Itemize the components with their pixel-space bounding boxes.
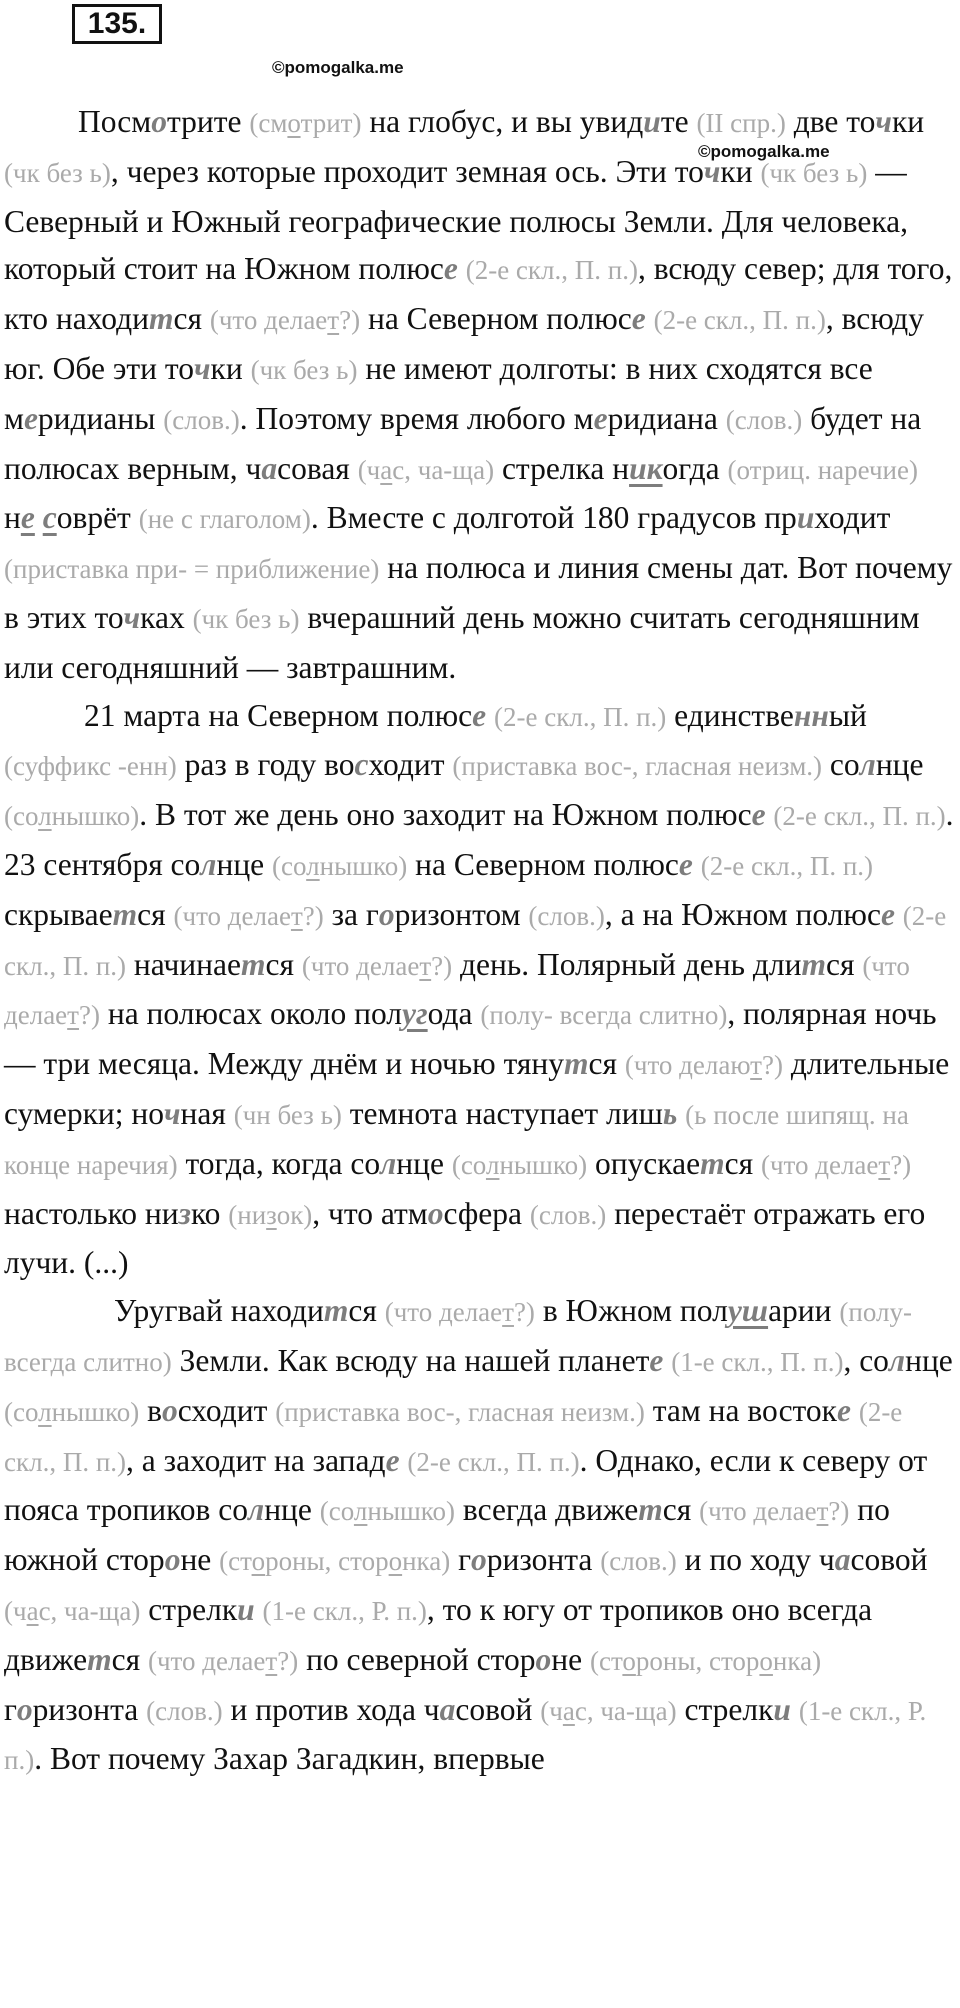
grammar-note: (слов.) [529,1199,607,1230]
grammar-note: (полу- всегда слитно) [480,1000,728,1031]
highlighted-letter: л [888,1342,906,1378]
highlighted-letter: и [773,1691,791,1727]
grammar-note: (приставка вос-, гласная неизм.) [275,1396,645,1427]
grammar-note: (солнышко) [4,1396,140,1427]
grammar-note: (ь после шипящ. на конце наречия) [4,1099,909,1180]
grammar-note: (2-е скл., П. п.) [407,1446,580,1477]
highlighted-letter: з [178,1195,191,1231]
highlighted-letter: е [649,1342,664,1378]
grammar-note: (смотрит) [249,108,362,138]
grammar-note: (слов.) [528,900,605,931]
highlighted-letter: т [638,1492,663,1528]
highlighted-letter: ч [123,599,141,635]
grammar-note: (что делает?) [760,1149,912,1180]
watermark: ©pomogalka.me [272,58,404,77]
grammar-note: (час, ча-ща) [540,1695,677,1726]
grammar-note: (час, ча-ща) [357,454,495,485]
grammar-note: (слов.) [163,404,240,435]
highlighted-letters: с [42,500,57,536]
exercise-text [4,98,956,1785]
highlighted-letter: о [427,1195,444,1231]
grammar-note: (солнышко) [272,850,408,881]
highlighted-letter: л [248,1492,265,1528]
grammar-note: (что делает?) [301,950,453,981]
highlighted-letter: т [700,1145,725,1181]
grammar-note: (1-е скл., Р. п.) [4,1695,927,1776]
grammar-note: (чн без ь) [233,1099,342,1130]
highlighted-letter: о [378,896,395,932]
highlighted-letter: т [323,1293,349,1329]
highlighted-letter: т [564,1046,589,1082]
grammar-note: (что делают?) [624,1050,783,1081]
highlighted-letter: ч [163,1095,181,1131]
highlighted-letter: о [471,1542,487,1578]
highlighted-letter: е [593,400,608,436]
grammar-note: (слов.) [725,404,803,435]
highlighted-letter: о [535,1641,552,1677]
grammar-note: (низок) [228,1199,313,1230]
grammar-note: (солнышко) [319,1496,456,1527]
highlighted-letter: е [751,797,766,833]
highlighted-letter: т [112,896,138,932]
highlighted-letter: е [836,1392,851,1428]
grammar-note: (что делает?) [699,1496,850,1527]
highlighted-letters: уш [727,1293,769,1329]
grammar-note: (2-е скл., П. п.) [4,1396,903,1477]
highlighted-letter: о [161,1392,178,1428]
highlighted-letter: ч [703,153,721,189]
grammar-note: (не с глаголом) [138,504,311,535]
grammar-note: (чк без ь) [192,603,300,634]
highlighted-letter: и [237,1591,255,1627]
grammar-note: (2-е скл., П. п.) [653,305,826,336]
grammar-note: (полу- всегда слитно) [4,1297,912,1377]
highlighted-letter: ч [875,104,892,139]
grammar-note: (час, ча-ща) [4,1595,141,1626]
grammar-note: (отриц. наречие) [727,454,918,485]
highlighted-letter: а [439,1691,456,1727]
highlighted-letter: е [385,1442,400,1478]
grammar-note: (2-е скл., П. п.) [700,850,874,881]
grammar-note: (1-е скл., П. п.) [671,1346,844,1377]
highlighted-letter: о [151,104,167,139]
highlighted-letter: о [16,1691,33,1727]
grammar-note: (чк без ь) [4,157,111,188]
highlighted-letter: т [148,301,174,337]
highlighted-letter: е [472,697,487,733]
grammar-note: (приставка вос-, гласная неизм.) [452,751,823,782]
grammar-note: (что делает?) [384,1297,535,1328]
highlighted-letters: е [20,500,35,536]
highlighted-letter: т [801,946,826,982]
highlighted-letter: а [834,1542,851,1578]
highlighted-letter: е [23,400,38,436]
highlighted-letter: е [631,301,646,337]
highlighted-letter: о [164,1542,181,1578]
highlighted-letter: нн [793,697,829,733]
highlighted-letter: е [880,896,895,932]
highlighted-letter: с [354,747,369,783]
paragraph: 21 марта на Северном полюсе (2-е скл., П. п.) единственный (суффикс -енн) раз в году восходит (приставка вос-, гласная неизм.) солнце (солнышко). В тот же день оно заходит на Южном полюсе (2-е скл., П. п.). 23 сентября солнце (солнышко) на Северном полюсе (2-е скл., П. п.) скрывается (что делает?) за горизонтом (слов.), а на Южном полюсе (2-е скл., П. п.) начинается (что делает?) день. Полярный день длится (что делает?) на полюсах около полугода (полу- всегда слитно), полярная ночь — три месяца. Между днём и ночью тянутся (что делают?) длительные сумерки; ночная (чн без ь) темнота наступает лишь (ь после шипящ. на конце наречия) тогда, когда солнце (солнышко) опускается (что делает?) настолько низко (низок), что атмосфера (слов.) перестаёт отражать его лучи. (...) [4,697,954,1281]
grammar-note: (стороны, сторонка) [589,1645,822,1676]
grammar-note: (суффикс -енн) [4,751,177,782]
grammar-note: (приставка при- = приближение) [4,554,380,585]
grammar-note: (слов.) [600,1546,677,1577]
grammar-note: (2-е скл., П. п.) [773,801,946,832]
grammar-note: (2-е скл., П. п.) [4,900,947,981]
highlighted-letter: и [643,104,661,139]
watermark: ©pomogalka.me [698,142,830,161]
highlighted-letter: ь [662,1095,678,1131]
highlighted-letter: ч [193,350,211,386]
paragraph: Уругвай находится (что делает?) в Южном полушарии (полу- всегда слитно) Земли. Как всюду на нашей планете (1-е скл., П. п.), солнце (солнышко) восходит (приставка вос-, гласная неизм.) там на востоке (2-е скл., П. п.), а заходит на западе (2-е скл., П. п.). Однако, если к северу от пояса тропиков солнце (солнышко) всегда движется (что делает?) по южной стороне (стороны, сторонка) горизонта (слов.) и по ходу часовой (час, ча-ща) стрелки (1-е скл., Р. п.), то к югу от тропиков оно всегда движется (что делает?) по северной стороне (стороны, сторонка) горизонта (слов.) и против хода часовой (час, ча-ща) стрелки (1-е скл., Р. п.). Вот почему Захар Загадкин, впервые [4,1293,953,1777]
grammar-note: (солнышко) [4,801,140,832]
grammar-note: (чк без ь) [760,157,868,188]
highlighted-letter: е [678,846,693,882]
highlighted-letter: е [443,251,458,287]
grammar-note: (что делает?) [209,305,361,336]
grammar-note: (2-е скл., П. п.) [465,255,638,286]
highlighted-letter: и [796,500,815,536]
grammar-note: (солнышко) [451,1149,588,1180]
grammar-note: (2-е скл., П. п.) [494,701,667,732]
highlighted-letter: а [261,450,278,486]
grammar-note: (что делает?) [4,950,910,1031]
paragraph: Посмотрите (смотрит) на глобус, и вы увидите (II спр.) две точки (чк без ь), через которые проходит земная ось. Эти точки (чк без ь) — Северный и Южный географические полюсы Земли. Для человека, который стоит на Южном полюсе (2-е скл., П. п.), всюду север; для того, кто находится (что делает?) на Северном полюсе (2-е скл., П. п.), всюду юг. Обе эти точки (чк без ь) не имеют долготы: в них сходятся все меридианы (слов.). Поэтому время любого меридиана (слов.) будет на полюсах верным, часовая (час, ча-ща) стрелка никогда (отриц. наречие) не соврёт (не с глаголом). Вместе с долготой 180 градусов приходит (приставка при- = приближение) на полюса и линия смены дат. Вот почему в этих точках (чк без ь) вчерашний день можно считать сегодняшним или сегодняшний — завтрашним. [4,104,953,685]
highlighted-letter: л [200,846,217,882]
highlighted-letter: л [859,747,876,783]
grammar-note: (II спр.) [696,108,786,138]
grammar-note: (чк без ь) [250,354,358,385]
grammar-note: (что делает?) [173,900,324,931]
highlighted-letter: л [380,1145,397,1181]
grammar-note: (стороны, сторонка) [219,1546,451,1577]
highlighted-letters: уг [402,996,428,1032]
highlighted-letters: ик [629,450,663,486]
grammar-note: (1-е скл., Р. п.) [262,1595,427,1626]
exercise-number: 135. [72,4,162,44]
highlighted-letter: т [241,946,266,982]
highlighted-letter: т [87,1641,112,1677]
grammar-note: (что делает?) [147,1645,299,1676]
grammar-note: (слов.) [146,1695,223,1726]
